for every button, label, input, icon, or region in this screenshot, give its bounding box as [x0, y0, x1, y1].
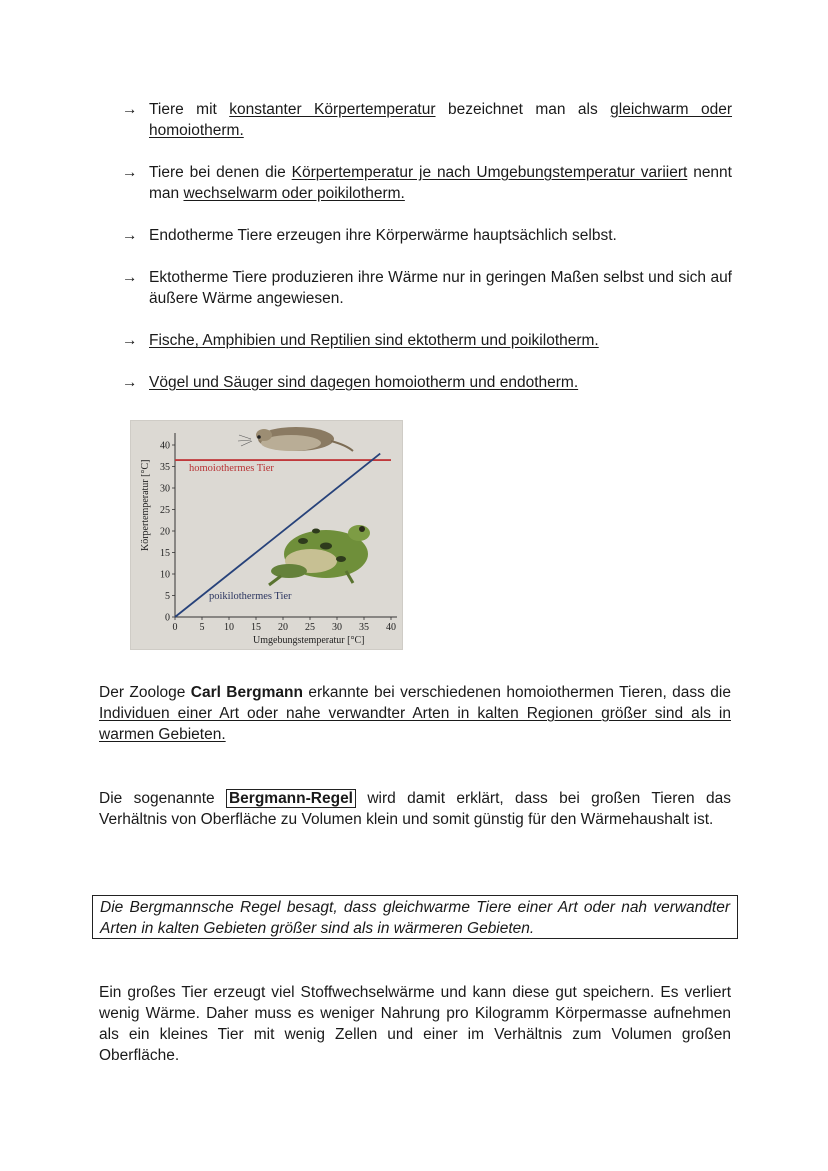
definition-box: Die Bergmannsche Regel besagt, dass gleichwarme Tiere einer Art oder nah verwandter Arten in kalten Gebieten größer sind als in wärmeren Gebieten.: [92, 895, 738, 939]
bullet-text: Vögel und Säuger sind dagegen homoiotherm und endotherm.: [149, 374, 579, 391]
bullet-text: Endotherme Tiere erzeugen ihre Körperwärme hauptsächlich selbst.: [149, 227, 617, 244]
x-tick-label: 25: [305, 622, 315, 633]
arrow-icon: →: [122, 374, 138, 391]
temperature-chart: [131, 421, 402, 649]
bullet-item: [122, 225, 732, 246]
y-tick-label: 30: [160, 483, 170, 495]
bullet-text: Fische, Amphibien und Reptilien sind ektotherm und poikilotherm.: [149, 332, 599, 349]
bullet-item: [122, 162, 732, 204]
bullet-item: [122, 99, 732, 141]
bullet-item: [122, 330, 732, 351]
homoio-label: homoiothermes Tier: [189, 463, 274, 474]
arrow-icon: →: [122, 332, 138, 349]
bullet-text: Tiere bei denen die Körpertemperatur je nach Umgebungstemperatur variiert nennt man wechselwarm oder poikilotherm.: [149, 164, 732, 202]
x-tick-label: 5: [199, 622, 205, 633]
y-tick-label: 5: [165, 591, 170, 602]
bergmann-name: Carl Bergmann: [190, 684, 303, 701]
arrow-icon: →: [122, 164, 138, 181]
x-tick-label: 30: [332, 622, 342, 633]
x-tick-label: 15: [251, 622, 261, 633]
closing-paragraph: Ein großes Tier erzeugt viel Stoffwechselwärme und kann diese gut speichern. Es verliert wenig Wärme. Daher muss es weniger Nahrung pro Kilogramm Körpermasse aufnehmen als ein kleines Tier mit wenig Zellen und einer im Verhältnis zum Volumen großen Oberfläche.: [99, 984, 731, 1064]
y-tick-label: 10: [160, 569, 170, 581]
y-tick-label: 40: [160, 440, 170, 452]
bullet-text: Tiere mit konstanter Körpertemperatur bezeichnet man als gleichwarm oder homoiotherm.: [149, 101, 733, 139]
poikilo-label: poikilothermes Tier: [209, 591, 292, 602]
regel-paragraph: Die sogenannte Bergmann-Regel wird damit erklärt, dass bei großen Tieren das Verhältnis von Oberfläche zu Volumen klein und somit günstig für den Wärmehaushalt ist.: [99, 790, 732, 828]
bergmann-regel-term: Bergmann-Regel: [226, 789, 356, 808]
x-tick-label: 40: [386, 622, 396, 633]
y-tick-label: 25: [160, 505, 170, 516]
bullet-list: [122, 99, 732, 393]
y-tick-label: 15: [160, 548, 170, 559]
x-axis-label: Umgebungstemperatur [°C]: [253, 635, 365, 646]
y-tick-label: 20: [160, 526, 170, 538]
x-tick-label: 35: [359, 622, 369, 633]
x-tick-label: 20: [278, 622, 288, 633]
temperature-figure: [130, 420, 403, 650]
arrow-icon: →: [122, 227, 138, 244]
bergmann-paragraph: Der Zoologe Carl Bergmann erkannte bei verschiedenen homoiothermen Tieren, dass die Individuen einer Art oder nahe verwandter Arten in kalten Regionen größer sind als in warmen Gebieten.: [99, 684, 731, 743]
mouse-illustration: [238, 427, 353, 451]
y-tick-label: 0: [165, 612, 170, 624]
y-axis-label: Körpertemperatur [°C]: [140, 459, 151, 551]
arrow-icon: →: [122, 101, 138, 118]
bullet-item: [122, 267, 732, 309]
x-tick-label: 10: [224, 622, 234, 633]
bullet-text: Ektotherme Tiere produzieren ihre Wärme nur in geringen Maßen selbst und sich auf äußere Wärme angewiesen.: [149, 269, 732, 307]
x-tick-label: 0: [172, 622, 178, 633]
frog-illustration: [269, 525, 370, 585]
y-tick-label: 35: [160, 462, 170, 473]
arrow-icon: →: [122, 269, 138, 286]
bullet-item: [122, 372, 732, 393]
